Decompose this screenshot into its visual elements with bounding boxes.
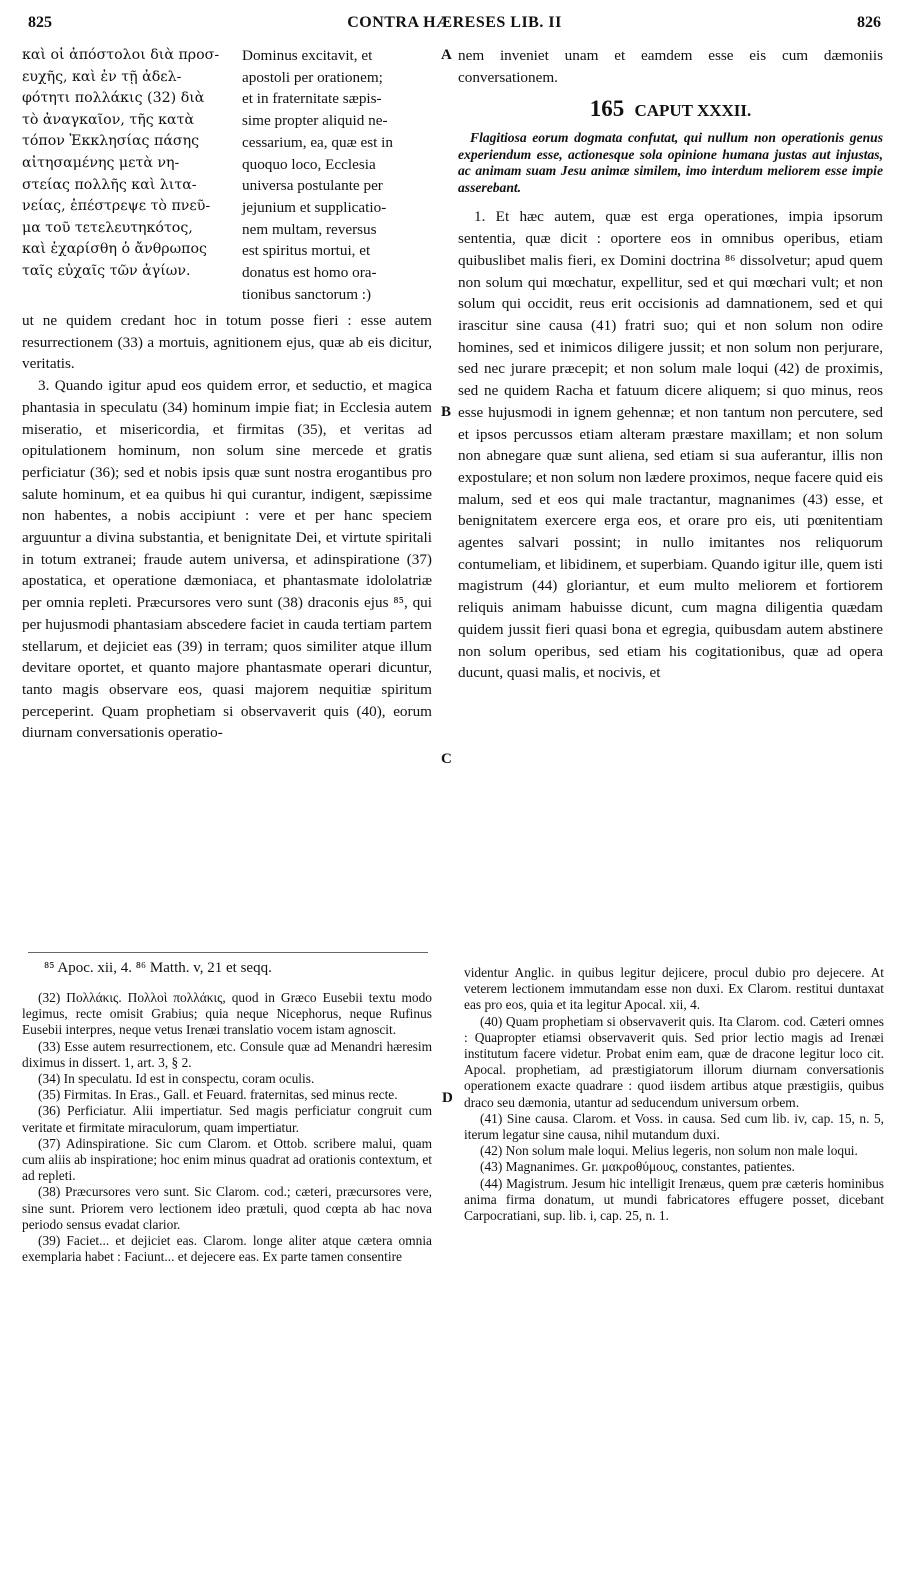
left-main-text <box>22 310 432 744</box>
greek-line: ταῖς εὐχαῖς τῶν ἁγίων. <box>22 262 191 279</box>
latin-parallel-column <box>242 45 437 305</box>
latin-line: apostoli per orationem; <box>242 68 383 86</box>
note: (33) Esse autem resurrectionem, etc. Consule quæ ad Menandri hæresim diximus in dissert. 1, art. 3, § 2. <box>22 1038 432 1070</box>
note: (43) Magnanimes. Gr. μακροθύμους, constantes, patientes. <box>480 1159 795 1175</box>
latin-line: jejunium et supplicatio- <box>242 198 387 216</box>
greek-line: τὸ ἀναγκαῖον, τῆς κατὰ <box>22 111 195 128</box>
running-header <box>28 14 881 36</box>
note: (32) Πολλάκις. Πολλοὶ πολλάκις, quod in Græco Eusebii textu modo legimus, recte omisit Grabius; quia neque Nicephorus, neque Rufinus Eusebii interpres, neque vetus Irenæi translatio vocem istam agnoscit. <box>22 990 432 1038</box>
note: (44) Magistrum. Jesum hic intelligit Irenæus, quem præ cæteris hominibus anima firma donatum, ut mundi fabricatores effugere posset, dicebant Carpocratiani, sup. lib. i, cap. 25, n. 1. <box>464 1175 884 1224</box>
greek-line: τόπον Ἐκκλησίας πάσης <box>22 133 200 150</box>
note: (36) Perficiatur. Alii impertiatur. Sed magis perficiatur congruit cum veritate et firmitate miraculorum, quam impertiatur. <box>22 1103 432 1135</box>
note: (42) Non solum male loqui. Melius legeris, non solum non male loqui. <box>480 1143 858 1159</box>
chapter-summary: Flagitiosa eorum dogmata confutat, qui nullum non operationis genus experiendum esse, actionesque sola opinione humana justas aut injustas, ac animam suam Jesu animæ similem, imo interdum meliorem esse impie asserebant. <box>458 130 883 195</box>
right-main-column <box>458 45 883 684</box>
margin-marker-a: A <box>441 47 452 63</box>
notes-right-column <box>464 965 884 1224</box>
greek-line: μα τοῦ τετελευτηκότος, <box>22 219 193 236</box>
scripture-footnotes: ⁸⁵ Apoc. xii, 4. ⁸⁶ Matth. v, 21 et seqq. <box>44 960 272 976</box>
note: (40) Quam prophetiam si observaverit quis. Ita Clarom. cod. Cæteri omnes : Quapropter etiamsi observaverit quis. Sed prior lectio magis ad Irenæi institutum facere videtur. Probat enim eam, quæ de dracone legitur loco cit. Apocal. prophetiam, ad præstigiatorum illorum diurnam conversationis operationem exacte quadrare : quod iisdem artibus atque præstigiis, quibus draco seu dæmonia, utantur ad seducendum universum orbem. <box>464 1013 884 1110</box>
latin-line: nem multam, reversus <box>242 220 377 238</box>
latin-line: donatus est homo ora- <box>242 264 377 282</box>
paragraph: 3. Quando igitur apud eos quidem error, et seductio, et magica phantasia in speculatu (34) hominum impie fiat; in Ecclesia autem miseratio, et misericordia, et firmitas (35), et veritas ad opitulationem hominum, non solum sine mercede et gratis perficiatur (36); sed et nobis ipsis quæ sunt nostra erogantibus pro salute hominum, et ea quibus hi qui curantur, indigent, sæpissime non habentes, a nobis accipiunt : vere et per hanc speciem arguuntur a divina substantia, et benignitate Dei, et virtute spiritali in totum extranei; fraude autem universa, et adinspiratione (37) apostatica, et operatione dæmoniaca, et phantasmate idololatriæ per omnia repleti. Præcursores vero sunt (38) draconis ejus ⁸⁵, qui per hujusmodi phantasiam abscedere faciet in cauda tertiam partem stellarum, et dejiciet eas (39) in terram; quos similiter atque illum devitare oportet, et quanto majore phantasmate operari dicuntur, tanto magis observare eos, quasi majorem nequitiæ spiritum perceperint. Quam prophetiam si observaverit quis (40), eorum diurnam conversationis operatio- <box>22 377 432 742</box>
note: videntur Anglic. in quibus legitur dejicere, procul dubio pro dejecere. At veterem lectionem immutandam esse non duxi. Ex Clarom. restitui duntaxat eas pro eos, quia et ita legitur Apocal. xii, 4. <box>464 965 884 1013</box>
latin-line: sime propter aliquid ne- <box>242 112 388 130</box>
continuation-text: nem inveniet unam et eamdem esse eis cum dæmoniis conversationem. <box>458 47 883 86</box>
note: (35) Firmitas. In Eras., Gall. et Feuard. fraternitas, sed minus recte. <box>38 1087 398 1103</box>
greek-line: αἰτησαμένης μετὰ νη- <box>22 154 180 171</box>
greek-line: ευχῆς, καὶ ἐν τῇ ἀδελ- <box>22 68 182 85</box>
latin-line: tionibus sanctorum :) <box>242 285 372 303</box>
greek-line: στείας πολλῆς καὶ λιτα- <box>22 176 197 193</box>
note: (37) Adinspiratione. Sic cum Clarom. et Ottob. scribere malui, quam cum aliis ab inspiratione; hoc enim minus quadrat ad orationis contextum, et ad repleti. <box>22 1135 432 1184</box>
page-number-left: 825 <box>28 14 52 31</box>
latin-line: universa postulante per <box>242 177 383 195</box>
chapter-heading <box>458 98 883 122</box>
latin-line: est spiritus mortui, et <box>242 242 371 260</box>
greek-column <box>22 45 232 283</box>
note: (34) In speculatu. Id est in conspectu, coram oculis. <box>38 1071 315 1087</box>
latin-line: quoquo loco, Ecclesia <box>242 155 376 173</box>
greek-line: καὶ οἱ ἀπόστολοι διὰ προσ- <box>22 47 220 63</box>
margin-marker-c: C <box>441 751 452 767</box>
note: (39) Faciet... et dejiciet eas. Clarom. longe aliter atque cætera omnia exemplaria habet : Faciunt... et dejecere eas. Ex parte tamen consentire <box>22 1233 432 1265</box>
chapter-title: CAPUT XXXII. <box>634 101 752 121</box>
note: (38) Præcursores vero sunt. Sic Clarom. cod.; cæteri, præcursores vere, sine sunt. Priorem vero lectionem ideo prætuli, quod cœpta ab hac nova periodo sensus evadat clarior. <box>22 1184 432 1232</box>
paragraph: ut ne quidem credant hoc in totum posse fieri : esse autem resurrectionem (33) a mortuis, agnitionem ejus, quæ ab eis dicitur, veritatis. <box>22 312 432 373</box>
note: (41) Sine causa. Clarom. et Voss. in causa. Sed cum lib. iv, cap. 15, n. 5, iterum legatur sine causa, nihil mutandum duxi. <box>464 1110 884 1143</box>
latin-line: et in fraternitate sæpis- <box>242 90 382 108</box>
running-title: CONTRA HÆRESES LIB. II <box>347 14 562 31</box>
chapter-column-number: 165 <box>589 96 625 122</box>
notes-left-column <box>22 990 432 1265</box>
margin-marker-b: B <box>441 404 452 420</box>
latin-line: cessarium, ea, quæ est in <box>242 133 393 151</box>
greek-line: νείας, ἐπέστρεψε τὸ πνεῦ- <box>22 198 211 215</box>
latin-line: Dominus excitavit, et <box>242 47 373 64</box>
paragraph: 1. Et hæc autem, quæ est erga operationes, impia ipsorum sententia, quæ dicit : oportere eos in omnibus operibus, etiam quibuslibet malis fieri, ex Domini doctrina ⁸⁶ dissolvetur; apud quem non solum qui mœchatur, expellitur, sed et qui mœchari vult; et non solum qui occidit, reus erit occisionis ad damnationem, sed et qui irascitur sine causa (41) fratri suo; qui et non solum non odire homines, sed et inimicos diligere jussit; et non solum non perjurare, sed nec jurare præcepit; et non solum male loqui (42) de proximis, sed ne quidem Racha et fatuum dicere aliquem; si quo minus, reos esse hujusmodi in ignem gehennæ; et non tantum non percutere, sed et ipsos percussos etiam alteram præstare maxillam; et non solum non abnegare quæ sunt aliena, sed etiam si sua auferantur, illis non expostulare; et non solum non lædere proximos, neque facere quid eis malum, sed et eos qui male tractantur, magnanimes (43) esse, et benignitatem exercere erga eos, et orare pro eis, uti pœnitentiam agentes salvari possint; in nullo imitantes nos reliquorum contumeliam, et libidinem, et superbiam. Quando igitur ille, quem isti magistrum (44) gloriantur, et eum multo meliorem et fortiorem reliquis animam habuisse dicunt, cum magna diligentia quædam quidem jussit fieri quasi bona et egregia, quibusdam autem abstinere non solum operibus, sed etiam his cogitationibus, quæ ad opera ducunt, quasi malis, et nocivis, et <box>458 208 883 682</box>
page-number-right: 826 <box>857 14 881 31</box>
footnote-rule <box>28 952 428 953</box>
greek-line: καὶ ἐχαρίσθη ὁ ἄνθρωπος <box>22 241 207 258</box>
greek-line: φότητι πολλάκις (32) διὰ <box>22 90 205 107</box>
margin-marker-d: D <box>442 1090 453 1106</box>
